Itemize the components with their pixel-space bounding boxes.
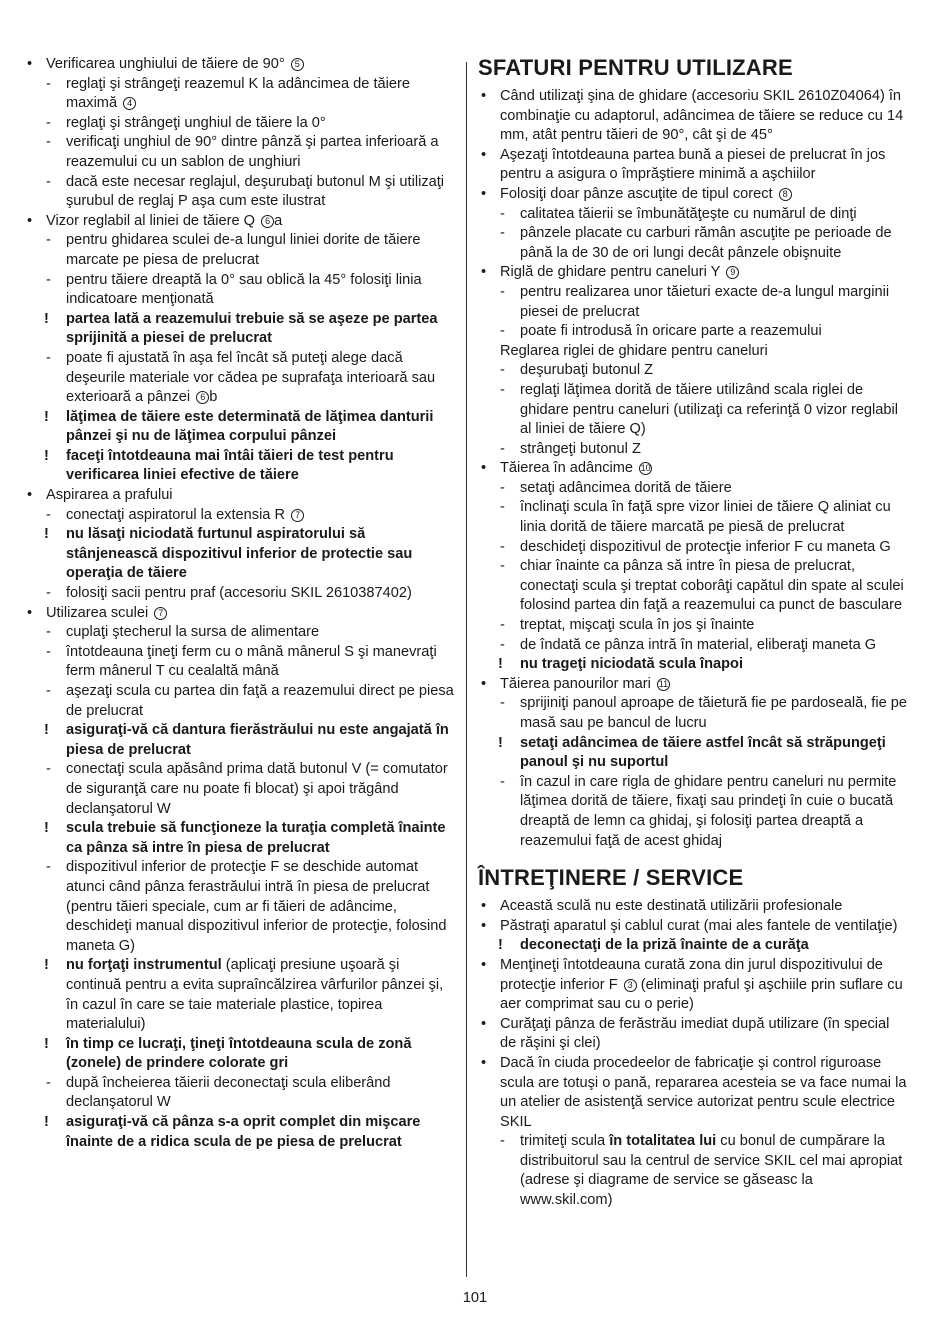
bullet-marker: •: [27, 212, 33, 229]
figure-ref-number: 6: [261, 215, 274, 228]
item-text: dispozitivul inferior de protecţie F se deschide automat atunci când pânza ferastrăului intră în piesa de prelucrat (pentru tăieri speciale, cum ar fi tăieri de adâncime, deschideţi manual dispozitivul inferior de protecţie, folosind maneta G): [66, 859, 447, 954]
dash-marker: -: [46, 585, 51, 602]
bullet-marker: •: [481, 917, 487, 934]
item-text: deşurubaţi butonul Z: [520, 362, 654, 379]
dash-marker: -: [46, 271, 51, 288]
dash-marker: -: [500, 323, 505, 340]
list-item: [478, 459, 908, 479]
item-text: asiguraţi-vă că dantura fierăstrăului nu este angajată în piesa de prelucrat: [66, 722, 449, 758]
sub-list-item: [24, 114, 454, 134]
warning-item: [24, 310, 454, 349]
item-text: sprijiniţi panoul aproape de tăietură fie pe pardoseală, fie pe masă sau pe bancul de lucru: [520, 695, 907, 731]
item-text: Verificarea unghiului de tăiere de 90°: [46, 56, 285, 72]
item-text: reglaţi şi strângeţi reazemul K la adâncimea de tăiere maximă: [66, 75, 410, 112]
sub-list-item: [478, 636, 908, 656]
sub-list-item: [24, 349, 454, 408]
item-normal-text: (aplicaţi presiune uşoară şi continuă pentru a evita supraîncălzirea vârfurilor pânzei şi, în cazul în care se taie materiale plastice, topirea materialului): [66, 957, 444, 1033]
sub-list-item: [24, 584, 454, 604]
item-text: după încheierea tăierii deconectaţi scula eliberând declanşatorul W: [66, 1074, 391, 1111]
list-item: [478, 897, 908, 917]
item-text: Riglă de ghidare pentru caneluri Y: [500, 264, 721, 281]
warning-marker: !: [44, 526, 49, 543]
warning-item: [478, 936, 908, 956]
item-text: verificaţi unghiul de 90° dintre pânză şi partea inferioară a reazemului cu un sablon de unghiuri: [66, 134, 439, 170]
item-text: Curăţaţi pânza de ferăstrău imediat după utilizare (în special de răşini şi clei): [500, 1015, 890, 1052]
dash-marker: -: [46, 75, 51, 92]
list-item: [478, 146, 908, 185]
item-text: lăţimea de tăiere este determinată de lăţimea danturii pânzei şi nu de lăţimea corpului pânzei: [66, 408, 434, 445]
section-title-maintenance: ÎNTREŢINERE / SERVICE: [478, 865, 744, 891]
sub-list-item: [24, 760, 454, 819]
sub-list-item: [24, 1074, 454, 1113]
item-text: Când utilizaţi şina de ghidare (accesoriu SKIL 2610Z04064) în combinaţie cu adaptorul, adâncimea de tăiere se reduce cu 14 mm, atât pentru tăieri de 90°, cât şi de 45°: [500, 88, 904, 144]
item-text: Tăierea panourilor mari: [500, 675, 651, 692]
dash-marker: -: [46, 506, 51, 523]
sub-list-item: [24, 682, 454, 721]
warning-marker: !: [44, 408, 49, 425]
sub-list-item: [478, 440, 908, 460]
sub-list-item: [24, 173, 454, 212]
item-text: în cazul in care rigla de ghidare pentru caneluri nu permite lăţimea dorită de tăiere, fixaţi sau prindeţi în cuie o bucată dreaptă de lemn ca ghidaj, şi folosiţi partea dreaptă a reazemului faţă de acest ghidaj: [520, 773, 897, 849]
item-text: reglaţi lăţimea dorită de tăiere utilizând scala riglei de ghidare pentru caneluri (utilizaţi ca referinţă 0 vizor reglabil al liniei de tăiere Q): [520, 381, 899, 438]
bullet-marker: •: [27, 56, 33, 72]
figure-ref-number: 6: [196, 391, 209, 404]
warning-item: [24, 819, 454, 858]
item-text: întotdeauna ţineţi ferm cu o mână mânerul S şi manevraţi ferm mânerul T cu cealaltă mână: [66, 643, 437, 680]
warning-item: [478, 734, 908, 773]
item-text: poate fi ajustată în aşa fel încât să puteţi alege dacă deşeurile materiale vor cădea pe suprafaţa interioară sau exterioară a pânzei: [66, 349, 436, 406]
warning-marker: !: [44, 1035, 49, 1052]
item-text: faceţi întotdeauna mai întâi tăieri de test pentru verificarea liniei efective de tăiere: [66, 447, 394, 484]
sub-list-item: [478, 205, 908, 225]
item-text: Utilizarea sculei: [46, 604, 149, 621]
dash-marker: -: [500, 205, 505, 222]
item-text: pânzele placate cu carburi rămân ascuţite pe perioade de până la de 30 de ori lungi decât pânzele obişnuite: [520, 225, 892, 261]
figure-ref-number: 5: [291, 58, 304, 71]
warning-marker: !: [498, 656, 503, 673]
paragraph-item: [478, 342, 908, 362]
bullet-marker: •: [481, 185, 487, 202]
warning-item: [478, 655, 908, 675]
dash-marker: -: [500, 479, 505, 496]
page-number: 101: [462, 1290, 488, 1306]
dash-marker: -: [500, 695, 505, 712]
dash-marker: -: [500, 381, 505, 398]
dash-marker: -: [46, 761, 51, 778]
sub-list-item: [24, 506, 454, 526]
warning-item: [24, 956, 454, 1034]
sub-list-item: [478, 361, 908, 381]
sub-list-item: [24, 133, 454, 172]
item-text: treptat, mişcaţi scula în jos şi înainte: [520, 617, 755, 634]
item-suffix-text: b: [209, 389, 218, 406]
sub-list-item: [24, 623, 454, 643]
bullet-marker: •: [27, 604, 33, 621]
sub-list-item: [478, 538, 908, 558]
item-text: deschideţi dispozitivul de protecţie inferior F cu maneta G: [520, 538, 891, 555]
item-text: de îndată ce pânza intră în material, eliberaţi maneta G: [520, 636, 877, 653]
item-text: Reglarea riglei de ghidare pentru caneluri: [500, 342, 768, 359]
bullet-marker: •: [481, 146, 487, 163]
dash-marker: -: [500, 617, 505, 634]
sub-list-item: [24, 231, 454, 270]
item-text: nu lăsaţi niciodată furtunul aspiratorului să stânjenească dispozitivul inferior de protectie sau operaţia de tăiere: [66, 526, 413, 582]
item-text: în timp ce lucraţi, ţineţi întotdeauna scula de zonă (zonele) de prindere colorate gri: [66, 1035, 412, 1072]
dash-marker: -: [500, 283, 505, 300]
warning-marker: !: [44, 722, 49, 739]
dash-marker: -: [500, 1133, 505, 1150]
sub-list-item: [24, 271, 454, 310]
item-text: Menţineţi întotdeauna curată zona din jurul dispozitivului de protecţie inferior F: [500, 956, 883, 993]
item-text: aşezaţi scula cu partea din faţă a reazemului direct pe piesa de prelucrat: [66, 683, 454, 719]
item-text: setaţi adâncimea de tăiere astfel încât să străpungeţi panoul şi nu suportul: [520, 734, 886, 771]
item-bold-text: în totalitatea lui: [609, 1133, 717, 1150]
sub-list-item: [478, 773, 908, 851]
dash-marker: -: [46, 859, 51, 876]
dash-marker: -: [46, 683, 51, 699]
item-text: nu forţaţi instrumentul: [66, 957, 222, 974]
dash-marker: -: [500, 773, 505, 790]
figure-ref-number: 7: [154, 607, 167, 620]
dash-marker: -: [46, 114, 51, 131]
item-text: înclinaţi scula în faţă spre vizor liniei de tăiere Q aliniat cu linia dorită de tăiere marcată pe piesă de prelucrat: [520, 499, 891, 536]
figure-ref-number: 3: [624, 979, 637, 992]
figure-ref-number: 8: [779, 188, 792, 201]
item-text: poate fi introdusă în oricare parte a reazemului: [520, 323, 822, 340]
item-text: deconectaţi de la priză înainte de a curăţa: [520, 937, 809, 954]
bullet-marker: •: [481, 898, 487, 915]
item-text: folosiţi sacii pentru praf (accesoriu SKIL 2610387402): [66, 585, 412, 602]
item-text: Aşezaţi întotdeauna partea bună a piesei de prelucrat în jos pentru a asigura o împrăştiere minimă a aşchiilor: [500, 146, 886, 183]
dash-marker: -: [500, 538, 505, 555]
left-column: [24, 55, 454, 1152]
warning-item: [24, 408, 454, 447]
item-text: scula trebuie să funcţioneze la turaţia completă înainte ca pânza să intre în piesa de prelucrat: [66, 820, 446, 856]
item-text: Această sculă nu este destinată utilizării profesionale: [500, 898, 843, 915]
warning-marker: !: [498, 937, 503, 954]
bullet-marker: •: [481, 460, 487, 477]
sub-list-item: [478, 224, 908, 263]
figure-ref-number: 4: [123, 97, 136, 110]
figure-ref-number: 7: [291, 509, 304, 522]
item-text: cuplaţi ştecherul la sursa de alimentare: [66, 624, 320, 641]
sub-list-item: [24, 75, 454, 114]
section-title-tips: SFATURI PENTRU UTILIZARE: [478, 55, 793, 80]
item-text: dacă este necesar reglajul, deşurubaţi butonul M şi utilizaţi şurubul de reglaj P aşa cum este ilustrat: [66, 173, 445, 210]
list-item: [478, 1054, 908, 1132]
item-suffix-text: cu bonul de cumpărare la distribuitorul sau la centrul de service SKIL cel mai apropiat (adrese şi diagrame de service se găseasc la www.skil.com): [520, 1133, 903, 1209]
warning-marker: !: [44, 1114, 49, 1131]
bullet-marker: •: [481, 88, 487, 104]
item-suffix-text: (eliminaţi praful şi aşchiile prin suflare cu aer comprimat sau cu o perie): [500, 976, 903, 1013]
figure-ref-number: 9: [726, 266, 739, 279]
dash-marker: -: [500, 558, 505, 575]
list-item: [24, 55, 454, 75]
sub-list-item: [478, 479, 908, 499]
dash-marker: -: [46, 134, 51, 151]
dash-marker: -: [46, 232, 51, 249]
item-suffix-text: a: [274, 212, 283, 229]
item-text: Vizor reglabil al liniei de tăiere Q: [46, 212, 256, 229]
list-item: [478, 1015, 908, 1054]
item-text: Folosiţi doar pânze ascuţite de tipul corect: [500, 185, 773, 202]
warning-item: [24, 447, 454, 486]
sub-list-item: [478, 1132, 908, 1210]
warning-marker: !: [44, 957, 49, 974]
list-item: [478, 675, 908, 695]
dash-marker: -: [500, 636, 505, 653]
column-divider: [466, 62, 467, 1277]
bullet-marker: •: [481, 264, 487, 281]
warning-marker: !: [498, 734, 503, 751]
dash-marker: -: [46, 349, 51, 366]
item-text: trimiteţi scula: [520, 1133, 610, 1150]
sub-list-item: [478, 616, 908, 636]
dash-marker: -: [46, 173, 51, 190]
dash-marker: -: [500, 440, 505, 457]
dash-marker: -: [500, 225, 505, 242]
item-text: conectaţi aspiratorul la extensia R: [66, 506, 286, 523]
item-text: conectaţi scula apăsând prima dată butonul V (= comutator de siguranţă care nu poate fi blocat) şi apoi trăgând declanşatorul W: [66, 761, 448, 817]
item-text: pentru tăiere dreaptă la 0° sau oblică la 45° folosiţi linia indicatoare menţionată: [66, 271, 422, 308]
item-text: strângeţi butonul Z: [520, 440, 641, 457]
warning-item: [24, 721, 454, 760]
warning-marker: !: [44, 447, 49, 464]
item-text: pentru ghidarea sculei de-a lungul liniei dorite de tăiere marcate pe piesa de prelucrat: [66, 232, 421, 268]
item-text: asiguraţi-vă că pânza s-a oprit complet din mişcare înainte de a ridica scula de pe piesa de prelucrat: [66, 1114, 421, 1150]
dash-marker: -: [46, 624, 51, 641]
list-item: [478, 263, 908, 283]
item-text: Aspirarea a prafului: [46, 487, 173, 504]
dash-marker: -: [500, 499, 505, 516]
bullet-marker: •: [481, 956, 487, 973]
figure-ref-number: 11: [658, 678, 669, 689]
list-item: [24, 486, 454, 506]
figure-ref-number: 10: [640, 463, 651, 474]
bullet-marker: •: [27, 487, 33, 504]
sub-list-item: [478, 322, 908, 342]
item-text: calitatea tăierii se îmbunătăţeşte cu numărul de dinţi: [520, 205, 857, 222]
sub-list-item: [478, 557, 908, 616]
item-text: setaţi adâncimea dorită de tăiere: [520, 479, 732, 496]
list-item: [478, 956, 908, 1015]
sub-list-item: [478, 381, 908, 440]
item-text: Dacă în ciuda procedeelor de fabricaţie şi control riguroase scula are totuşi o pană, repararea acesteia se va face numai la un atelier de asistenţă service autorizat pentru scule electrice SKIL: [500, 1054, 907, 1130]
item-text: chiar înainte ca pânza să intre în piesa de prelucrat, conectaţi scula şi treptat coborâţi capătul din spate al sculei folosind partea din faţă a reazemului ca punct de basculare: [520, 558, 904, 614]
bullet-marker: •: [481, 1054, 487, 1071]
sub-list-item: [24, 643, 454, 682]
warning-item: [24, 525, 454, 584]
list-item: [24, 604, 454, 624]
dash-marker: -: [46, 1074, 51, 1091]
dash-marker: -: [46, 643, 51, 660]
tips-list: [478, 87, 908, 851]
list-item: [478, 917, 908, 937]
maintenance-list: [478, 897, 908, 1211]
warning-marker: !: [44, 820, 49, 837]
warning-marker: !: [44, 310, 49, 327]
item-text: partea lată a reazemului trebuie să se aşeze pe partea sprijinită a piesei de prelucrat: [66, 310, 438, 347]
dash-marker: -: [500, 362, 505, 379]
item-text: Păstraţi aparatul şi cablul curat (mai ales fantele de ventilaţie): [500, 917, 898, 934]
warning-item: [24, 1035, 454, 1074]
item-text: nu trageţi niciodată scula înapoi: [520, 656, 743, 673]
item-text: reglaţi şi strângeţi unghiul de tăiere la 0°: [66, 114, 326, 131]
right-column: [478, 55, 908, 1211]
list-item: [24, 212, 454, 232]
sub-list-item: [478, 694, 908, 733]
list-item: [478, 185, 908, 205]
sub-list-item: [478, 283, 908, 322]
warning-item: [24, 1113, 454, 1152]
item-text: pentru realizarea unor tăieturi exacte de-a lungul marginii piesei de prelucrat: [520, 283, 890, 320]
bullet-marker: •: [481, 675, 487, 692]
sub-list-item: [478, 498, 908, 537]
left-instruction-list: [24, 55, 454, 1152]
list-item: [478, 87, 908, 146]
bullet-marker: •: [481, 1015, 487, 1032]
sub-list-item: [24, 858, 454, 956]
item-text: Tăierea în adâncime: [500, 460, 634, 477]
